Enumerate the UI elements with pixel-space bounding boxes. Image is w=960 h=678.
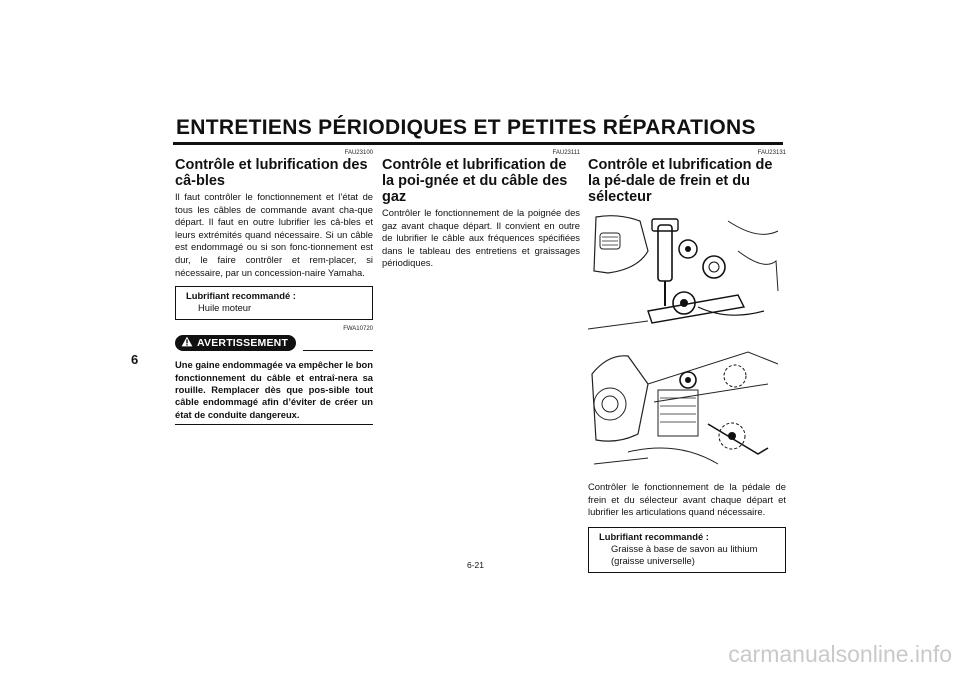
warning-label: AVERTISSEMENT <box>197 337 289 350</box>
column-throttle <box>382 150 580 270</box>
section-body-throttle: Contrôler le fonctionnement de la poignée des gaz avant chaque départ. Il convient en outre de lubrifier le câble aux fréquences spécifiées dans le tableau des entretiens et graissages périodiques. <box>382 207 580 269</box>
warning-text: Une gaine endommagée va empêcher le bon fonctionnement du câble et entraî-nera sa rouille. Remplacer dès que pos-sible tout câble endommagé afin d’éviter de créer un état de conduite dangereux. <box>175 359 373 420</box>
section-ref: FAU23100 <box>344 150 373 156</box>
section-body-cables: Il faut contrôler le fonctionnement et l’état de tous les câbles de commande avant cha-que départ. Il faut en outre lubrifier les câ-bles et leurs extrémités quand nécessaire. Si un câble est endommagé ou si son fonc-tionnement est dur, le faire contrôler et rem-placer, si nécessaire, par un concession-naire Yamaha. <box>175 191 373 278</box>
title-rule <box>173 142 783 145</box>
lubricant-label: Lubrifiant recommandé : <box>599 530 709 542</box>
section-title-throttle: Contrôle et lubrification de la poi-gnée et du câble des gaz <box>382 157 568 205</box>
lubricant-box-pedals <box>588 527 786 573</box>
page-number: 6-21 <box>467 560 485 570</box>
section-title-pedals: Contrôle et lubrification de la pé-dale de frein et du sélecteur <box>588 157 773 205</box>
warning-end-rule <box>175 424 373 425</box>
section-ref: FAU23111 <box>552 150 580 156</box>
warning-triangle-icon <box>181 336 193 350</box>
shift-pedal-illustration <box>588 344 782 470</box>
section-title-cables: Contrôle et lubrification des câ-bles <box>175 157 368 189</box>
lubricant-value-2: (graisse universelle) <box>611 554 695 566</box>
section-ref: FAU23131 <box>757 150 786 156</box>
chapter-tab: 6 <box>131 352 139 367</box>
column-pedals <box>588 150 786 573</box>
lubricant-value: Huile moteur <box>198 302 252 314</box>
lubricant-box <box>175 286 373 320</box>
section-body-pedals: Contrôler le fonctionnement de la pédale de frein et du sélecteur avant chaque départ et lubrifier les articulations quand nécessaire. <box>588 481 786 518</box>
warning-header <box>175 335 373 355</box>
warning-rule <box>303 350 373 351</box>
brake-pedal-illustration <box>588 211 782 337</box>
lubricant-label: Lubrifiant recommandé : <box>186 290 296 302</box>
warning-badge <box>175 335 296 351</box>
lubricant-value-1: Graisse à base de savon au lithium <box>611 542 758 554</box>
column-cables <box>175 150 373 425</box>
page-title: ENTRETIENS PÉRIODIQUES ET PETITES RÉPARATIONS <box>176 116 756 139</box>
watermark: carmanualsonline.info <box>728 641 952 667</box>
warning-ref: FWA10720 <box>343 326 373 333</box>
